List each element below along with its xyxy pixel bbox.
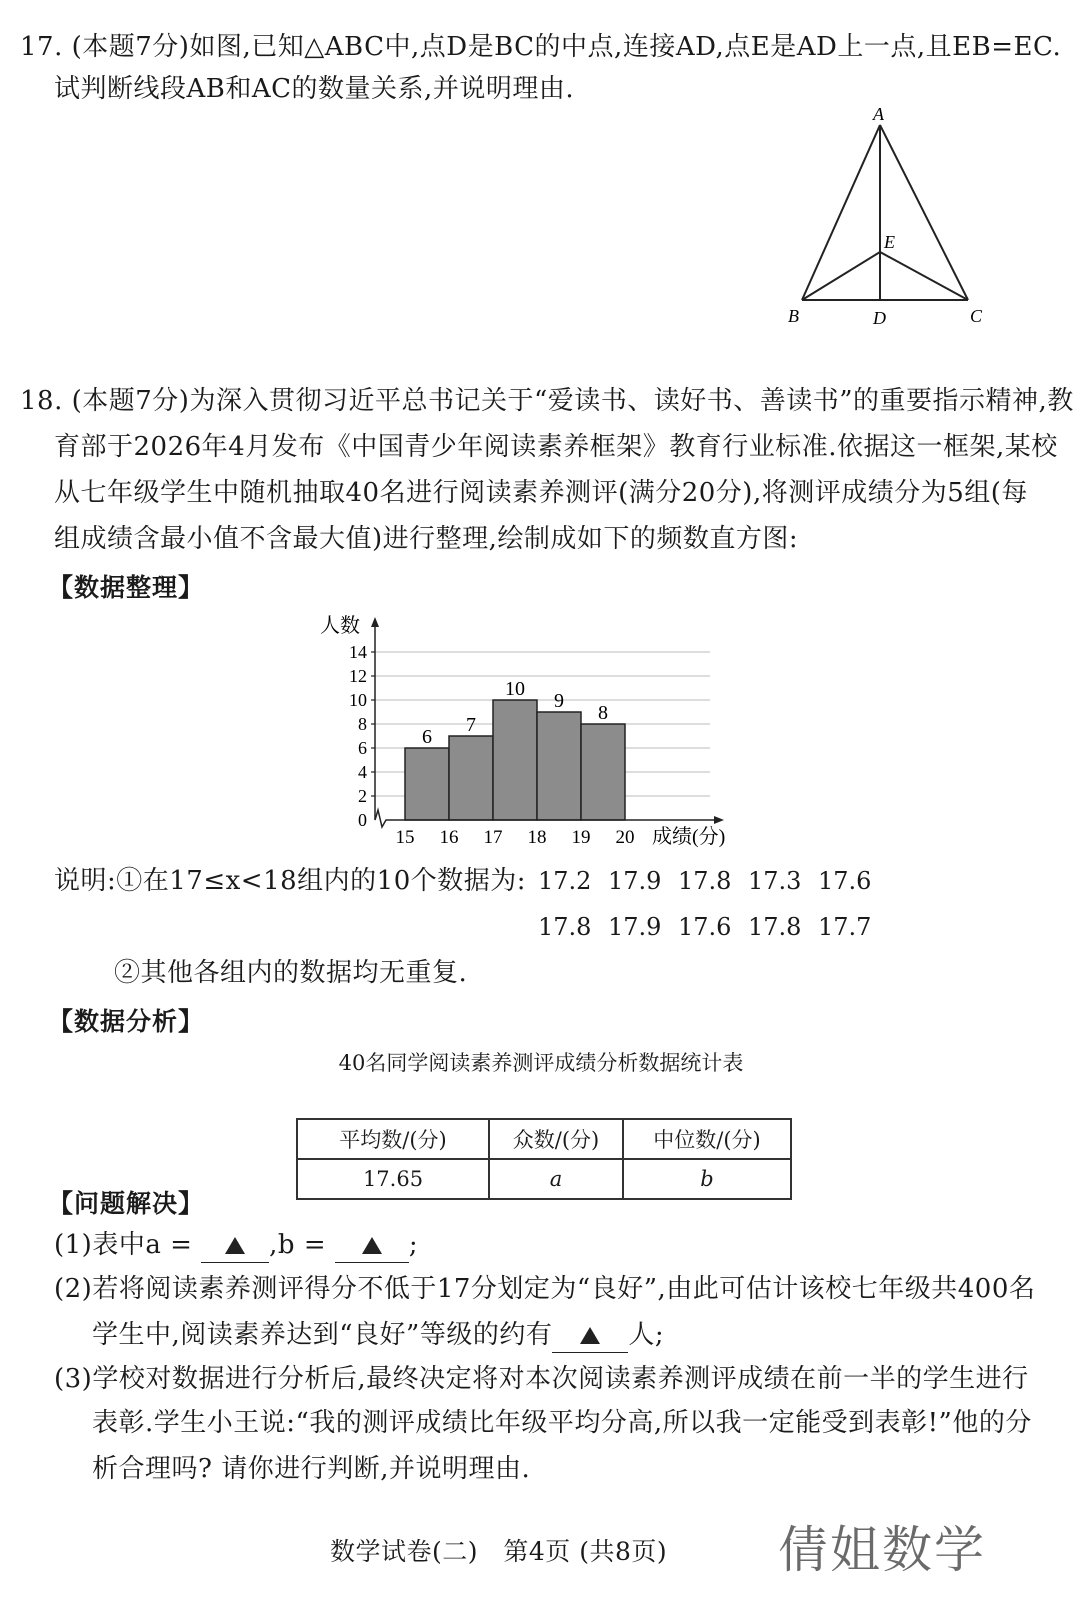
blank-a[interactable] bbox=[201, 1228, 269, 1263]
segment-ec bbox=[880, 252, 968, 300]
q18-text-line1: 18. (本题7分)为深入贯彻习近平总书记关于“爱读书、读好书、善读书”的重要指示精神,教 bbox=[20, 386, 1074, 416]
y-tick-label: 14 bbox=[349, 642, 367, 662]
q17-text-line1: 17. (本题7分)如图,已知△ABC中,点D是BC的中点,连接AD,点E是AD上一点,且EB=EC. bbox=[20, 32, 1062, 62]
blank-count[interactable] bbox=[552, 1318, 628, 1353]
triangle-icon bbox=[362, 1237, 382, 1254]
p1-end: ; bbox=[408, 1230, 419, 1260]
bar-data-label: 10 bbox=[505, 678, 525, 700]
note2: ②其他各组内的数据均无重复. bbox=[114, 958, 468, 988]
segment-ac bbox=[880, 125, 968, 300]
p1-line bbox=[54, 1228, 418, 1263]
axis-break bbox=[375, 810, 388, 827]
x-axis-label: 成绩(分) bbox=[652, 826, 726, 848]
x-tick-label: 17 bbox=[483, 827, 503, 848]
q18-text-line4: 组成绩含最小值不含最大值)进行整理,绘制成如下的频数直方图: bbox=[54, 524, 799, 554]
y-axis-arrow bbox=[371, 617, 379, 627]
p2-line2-text: 学生中,阅读素养达到“良好”等级的约有 bbox=[92, 1320, 553, 1350]
histogram-bar bbox=[537, 712, 581, 820]
header-mean: 平均数/(分) bbox=[297, 1119, 489, 1159]
histogram-svg bbox=[300, 605, 760, 855]
table-header-row bbox=[297, 1119, 791, 1159]
frequency-histogram bbox=[300, 605, 760, 855]
group-data-value: 17.6 bbox=[818, 867, 872, 895]
x-tick-label: 19 bbox=[571, 827, 591, 848]
histogram-bar bbox=[449, 736, 493, 820]
histogram-bar bbox=[493, 700, 537, 820]
p1-label-b: ,b = bbox=[269, 1230, 327, 1260]
histogram-bar bbox=[405, 748, 449, 820]
problem-section-title: 【问题解决】 bbox=[48, 1189, 205, 1218]
analysis-section-title: 【数据分析】 bbox=[48, 1007, 205, 1036]
group-data-value: 17.8 bbox=[748, 913, 802, 941]
group-data-row2 bbox=[538, 910, 888, 944]
bar-data-label: 9 bbox=[554, 690, 564, 712]
label-b: B bbox=[788, 306, 799, 326]
q17-text-line2: 试判断线段AB和AC的数量关系,并说明理由. bbox=[54, 74, 575, 104]
table-caption: 40名同学阅读素养测评成绩分析数据统计表 bbox=[338, 1051, 744, 1075]
group-data-value: 17.9 bbox=[608, 913, 662, 941]
bar-data-label: 6 bbox=[422, 726, 432, 748]
y-tick-label: 8 bbox=[358, 714, 367, 734]
data-section-title: 【数据整理】 bbox=[48, 573, 205, 602]
p3-line2: 表彰.学生小王说:“我的测评成绩比年级平均分高,所以我一定能受到表彰!”他的分 bbox=[92, 1408, 1032, 1438]
triangle-icon bbox=[225, 1237, 245, 1254]
p2-line1: (2)若将阅读素养测评得分不低于17分划定为“良好”,由此可估计该校七年级共400名 bbox=[54, 1274, 1036, 1304]
group-data-value: 17.6 bbox=[678, 913, 732, 941]
stats-table bbox=[296, 1118, 792, 1200]
q18-text-line2: 育部于2026年4月发布《中国青少年阅读素养框架》教育行业标准.依据这一框架,某校 bbox=[54, 432, 1058, 462]
watermark: 倩姐数学 bbox=[778, 1521, 986, 1579]
table-value-row bbox=[297, 1159, 791, 1199]
group-data-value: 17.8 bbox=[678, 867, 732, 895]
x-tick-label: 15 bbox=[395, 827, 415, 848]
label-c: C bbox=[970, 306, 983, 326]
label-d: D bbox=[873, 308, 886, 328]
value-mean: 17.65 bbox=[297, 1159, 489, 1199]
histogram-bar bbox=[581, 724, 625, 820]
group-data-value: 17.2 bbox=[538, 867, 592, 895]
triangle-svg bbox=[770, 100, 1010, 340]
x-tick-label: 20 bbox=[615, 827, 635, 848]
group-data-value: 17.7 bbox=[818, 913, 872, 941]
value-mode: a bbox=[489, 1159, 623, 1199]
blank-b[interactable] bbox=[335, 1228, 409, 1263]
y-axis-label: 人数 bbox=[320, 615, 360, 637]
x-axis-arrow bbox=[714, 816, 724, 824]
note-prefix: 说明:①在17≤x<18组内的10个数据为: bbox=[54, 866, 527, 896]
label-e: E bbox=[884, 232, 895, 252]
label-a: A bbox=[873, 104, 884, 124]
y-tick-label: 2 bbox=[358, 786, 367, 806]
bar-data-label: 8 bbox=[598, 702, 608, 724]
p3-line3: 析合理吗? 请你进行判断,并说明理由. bbox=[92, 1454, 531, 1484]
triangle-icon bbox=[580, 1327, 600, 1344]
header-median: 中位数/(分) bbox=[623, 1119, 791, 1159]
p1-label-a: (1)表中a = bbox=[54, 1230, 193, 1260]
segment-ab bbox=[802, 125, 880, 300]
y-tick-label: 4 bbox=[358, 762, 367, 782]
value-median: b bbox=[623, 1159, 791, 1199]
page-footer: 数学试卷(二) 第4页 (共8页) bbox=[330, 1537, 668, 1566]
group-data-value: 17.8 bbox=[538, 913, 592, 941]
group-data-value: 17.9 bbox=[608, 867, 662, 895]
group-data-value: 17.3 bbox=[748, 867, 802, 895]
p3-line1: (3)学校对数据进行分析后,最终决定将对本次阅读素养测评成绩在前一半的学生进行 bbox=[54, 1364, 1029, 1394]
header-mode: 众数/(分) bbox=[489, 1119, 623, 1159]
y-tick-label: 12 bbox=[349, 666, 367, 686]
p2-line2 bbox=[92, 1318, 664, 1353]
y-tick-label: 10 bbox=[349, 690, 367, 710]
x-tick-label: 18 bbox=[527, 827, 547, 848]
q18-text-line3: 从七年级学生中随机抽取40名进行阅读素养测评(满分20分),将测评成绩分为5组(每 bbox=[54, 478, 1028, 508]
p2-line2-end: 人; bbox=[628, 1320, 665, 1350]
bar-data-label: 7 bbox=[466, 714, 476, 736]
x-tick-label: 16 bbox=[439, 827, 459, 848]
y-tick-label: 6 bbox=[358, 738, 367, 758]
y-tick-label: 0 bbox=[358, 810, 367, 830]
group-data-row1 bbox=[538, 864, 888, 898]
triangle-figure bbox=[770, 100, 1010, 340]
